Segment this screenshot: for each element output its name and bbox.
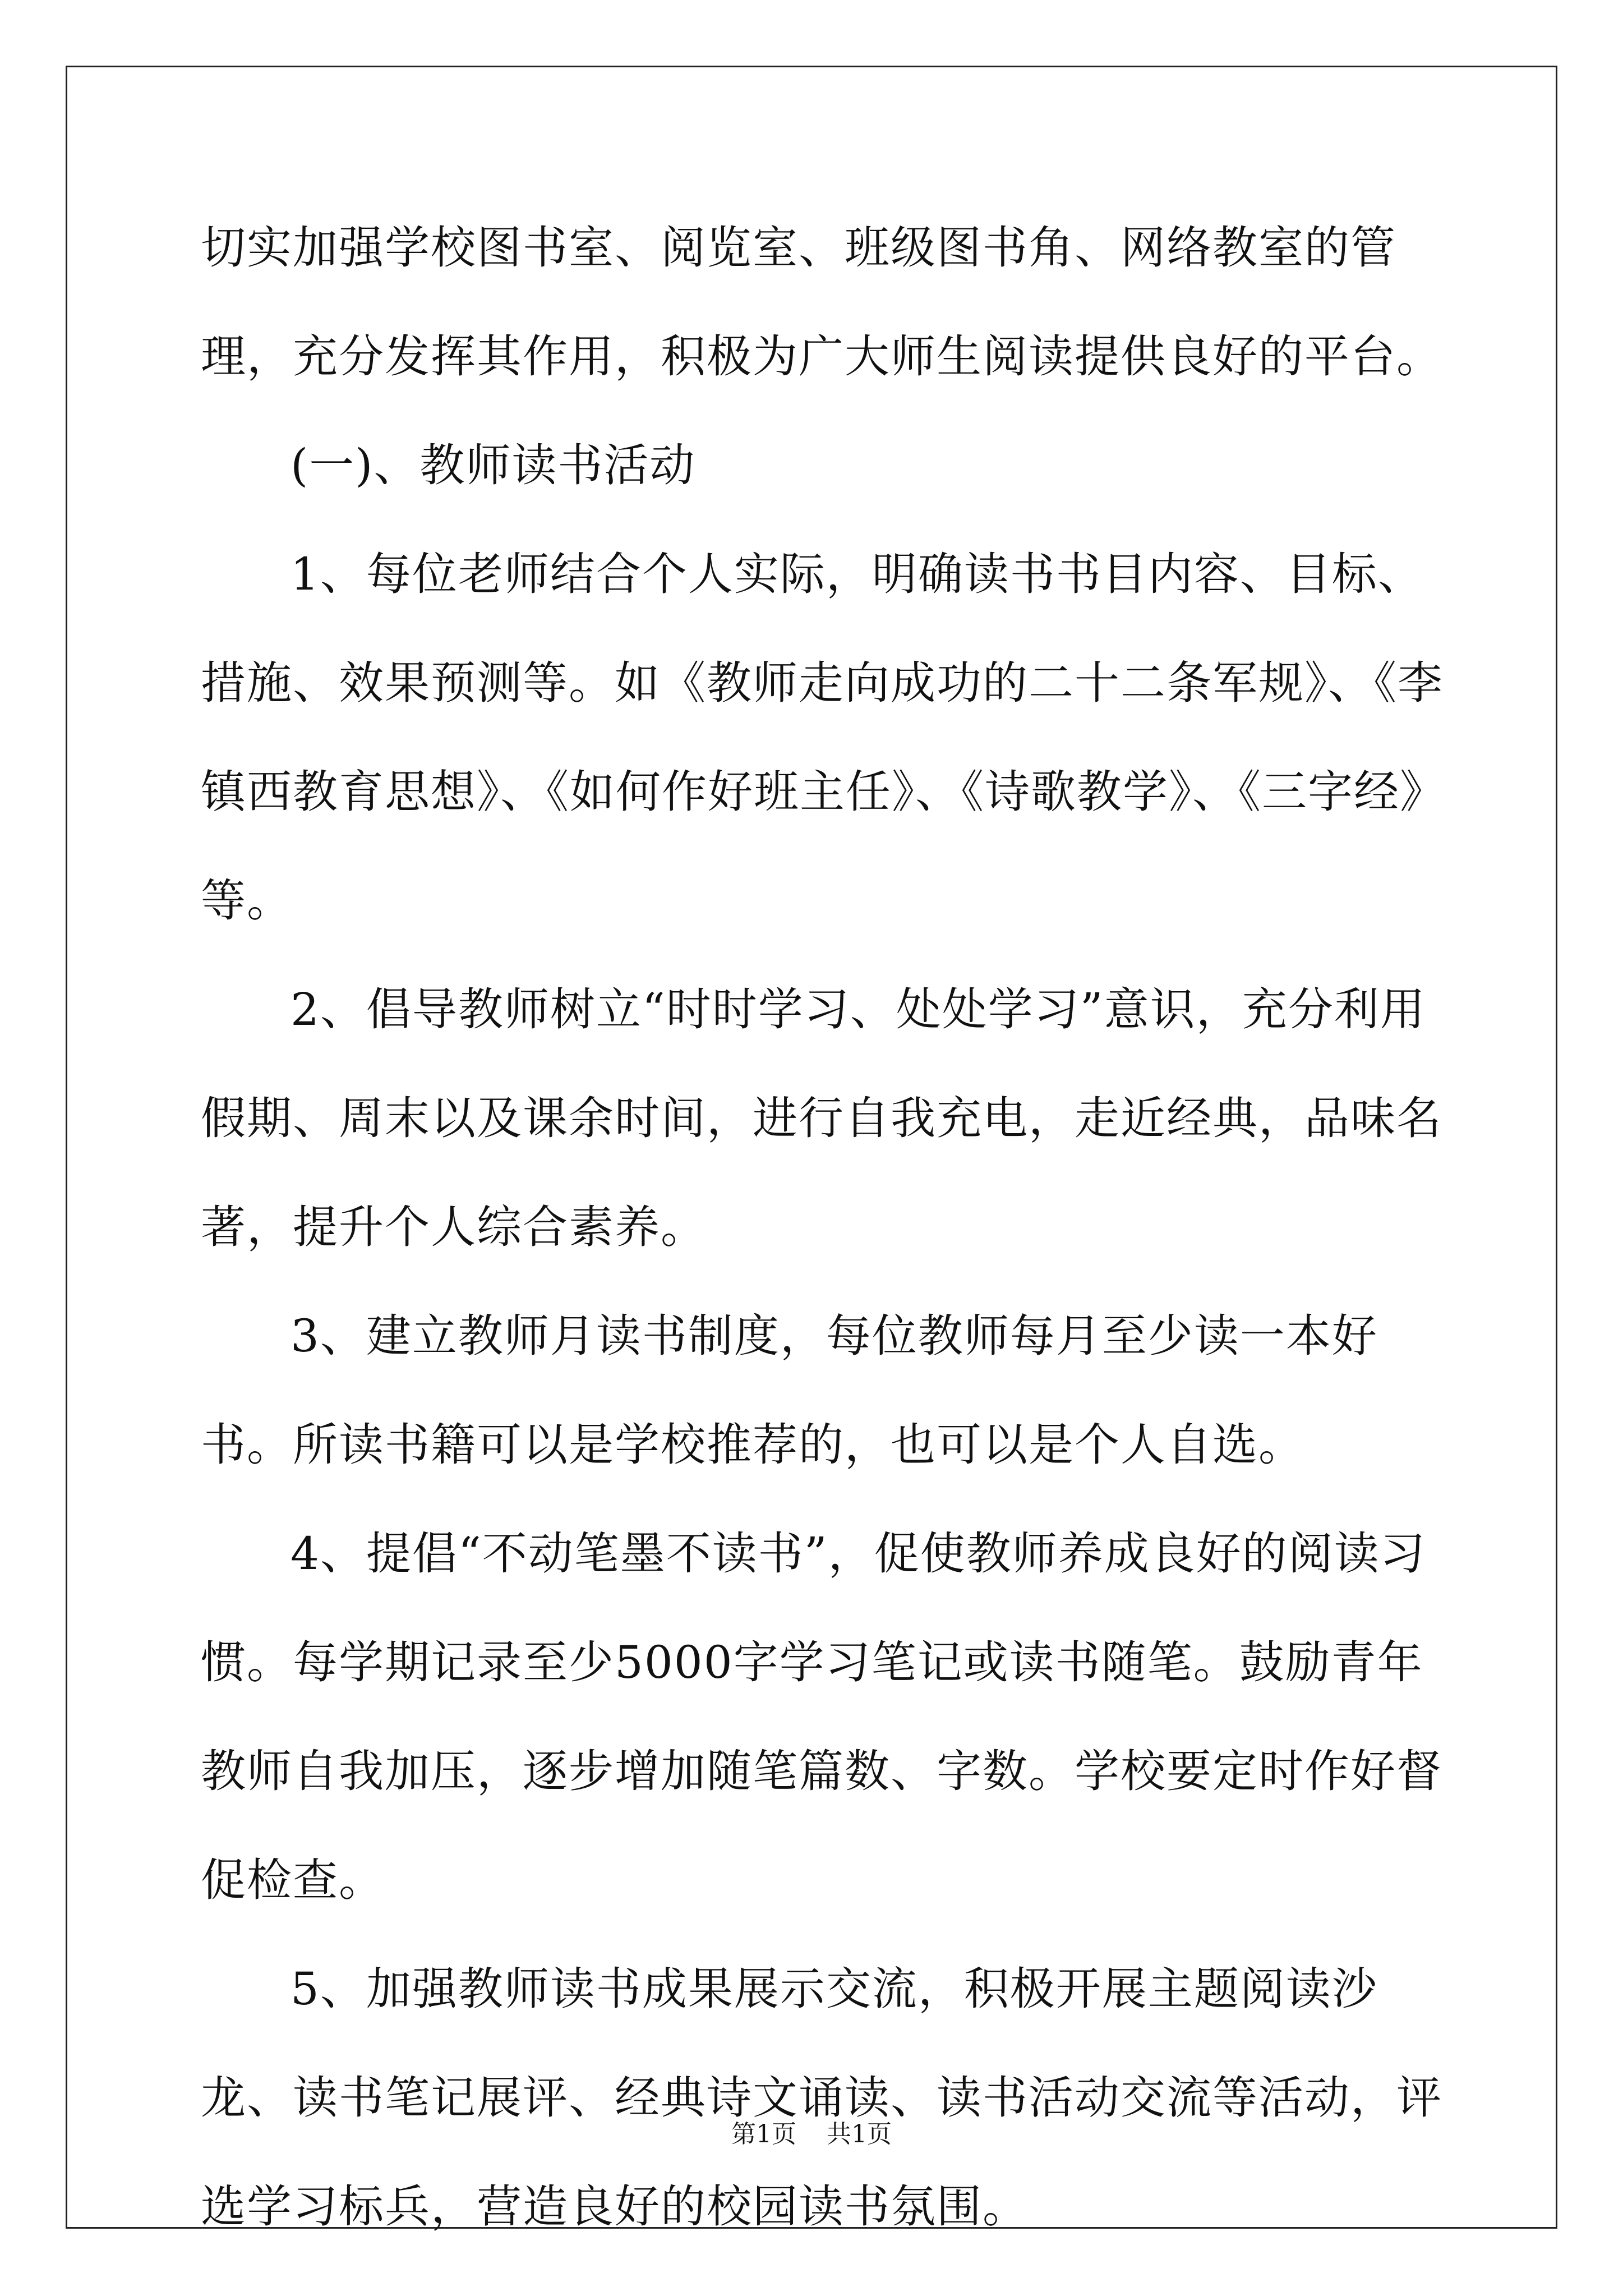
page-footer: [0, 2118, 1623, 2151]
document-body: [201, 194, 1463, 2261]
page-number: 第1页: [731, 2120, 796, 2148]
list-item-3: 3、建立教师月读书制度，每位教师每月至少读一本好书。所读书籍可以是学校推荐的，也可以是个人自选。: [201, 1310, 1378, 1471]
list-item-4: 4、提倡“不动笔墨不读书”，促使教师养成良好的阅读习惯。每学期记录至少5000字学习笔记或读书随笔。鼓励青年教师自我加压，逐步增加随笔篇数、字数。学校要定时作好督促检查。: [201, 1527, 1442, 1906]
page-total: 共1页: [827, 2120, 892, 2148]
list-item-2: 2、倡导教师树立“时时学习、处处学习”意识，充分利用假期、周末以及课余时间，进行自我充电，走近经典，品味名著，提升个人综合素养。: [201, 983, 1442, 1253]
list-item-1: 1、每位老师结合个人实际，明确读书书目内容、目标、措施、效果预测等。如《教师走向成功的二十二条军规》、《李镇西教育思想》、《如何作好班主任》、《诗歌教学》、《三字经》等。: [201, 548, 1446, 927]
section-heading: (一)、教师读书活动: [291, 439, 696, 491]
paragraph-intro: 切实加强学校图书室、阅览室、班级图书角、网络教室的管理，充分发挥其作用，积极为广大师生阅读提供良好的平台。: [201, 222, 1442, 383]
list-item-5: 5、加强教师读书成果展示交流，积极开展主题阅读沙龙、读书笔记展评、经典诗文诵读、读书活动交流等活动，评选学习标兵，营造良好的校园读书氛围。: [201, 1963, 1442, 2233]
